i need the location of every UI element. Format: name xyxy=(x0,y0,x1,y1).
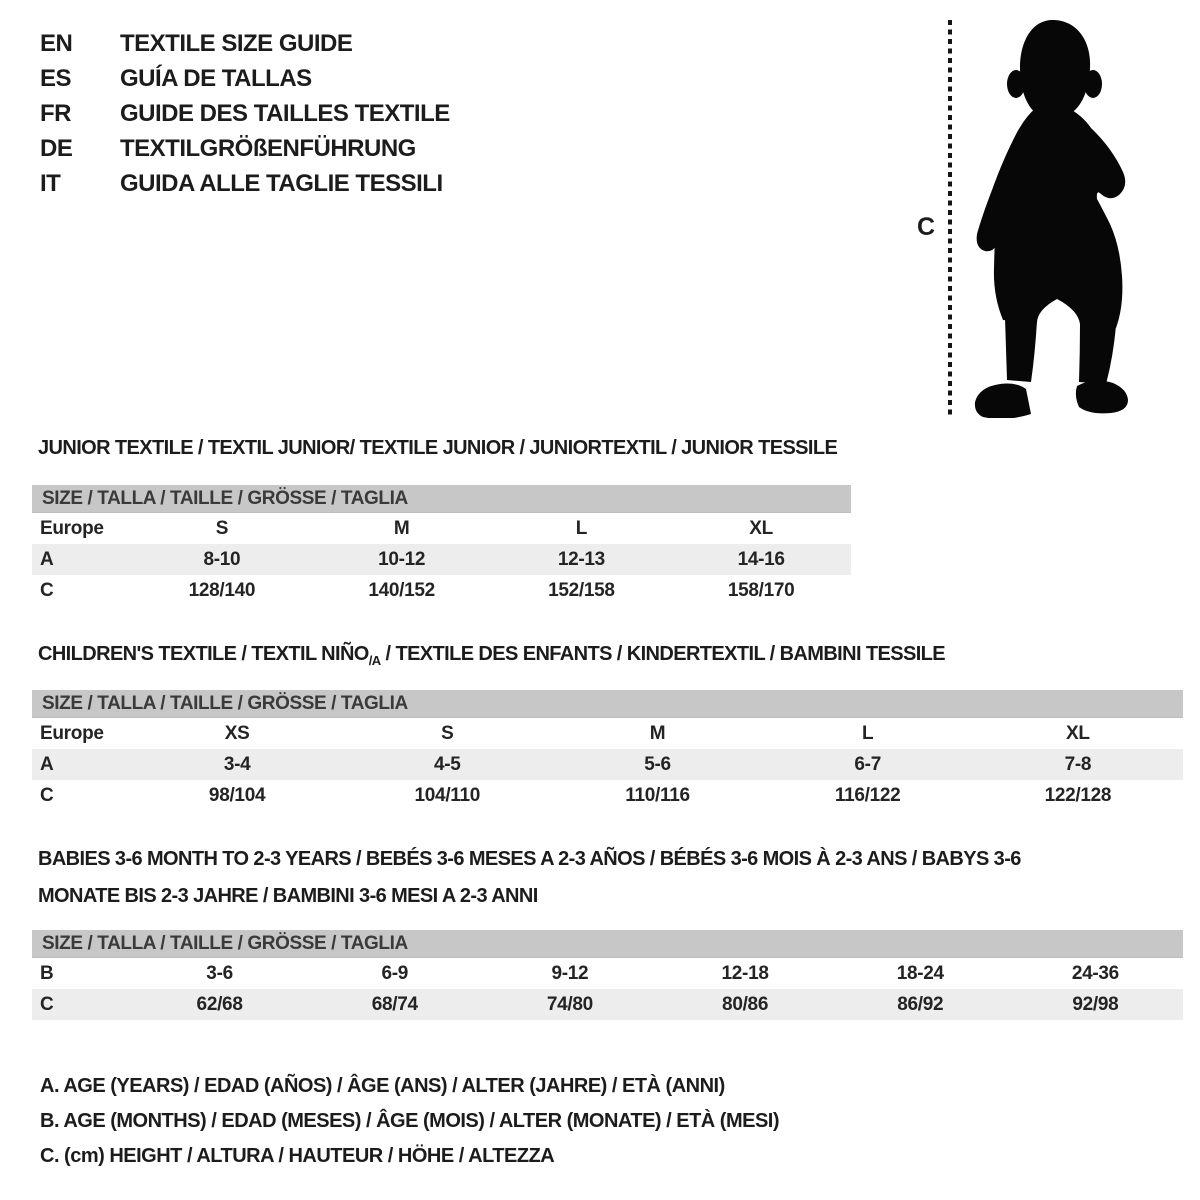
language-code: IT xyxy=(40,169,61,197)
height-value: 86/92 xyxy=(897,993,944,1015)
height-value: 92/98 xyxy=(1072,993,1119,1015)
guide-title: TEXTILE SIZE GUIDE xyxy=(120,29,353,57)
table-row xyxy=(32,718,1183,749)
size-header-bar: SIZE / TALLA / TAILLE / GRÖSSE / TAGLIA xyxy=(32,930,1183,958)
guide-title: GUIDE DES TAILLES TEXTILE xyxy=(120,99,450,127)
junior-size-table xyxy=(32,485,851,606)
size-value: S xyxy=(215,517,229,539)
age-value: 7-8 xyxy=(1064,753,1092,775)
age-months-value: 12-18 xyxy=(721,962,769,984)
table-row xyxy=(32,575,851,606)
height-value: 98/104 xyxy=(208,784,266,806)
height-measure-label: C xyxy=(917,213,936,241)
row-label: B xyxy=(40,962,54,984)
age-value: 8-10 xyxy=(203,548,241,570)
row-label: C xyxy=(40,579,54,601)
language-row xyxy=(40,131,450,166)
guide-title: TEXTILGRÖßENFÜHRUNG xyxy=(120,134,416,162)
height-value: 80/86 xyxy=(722,993,769,1015)
junior-section-heading: JUNIOR TEXTILE / TEXTIL JUNIOR/ TEXTILE JUNIOR / JUNIORTEXTIL / JUNIOR TESSILE xyxy=(38,437,838,459)
table-row xyxy=(32,749,1183,780)
age-months-value: 24-36 xyxy=(1071,962,1119,984)
height-value: 152/158 xyxy=(548,579,615,601)
size-value: M xyxy=(393,517,410,539)
size-value: XL xyxy=(749,517,773,539)
size-header-bar: SIZE / TALLA / TAILLE / GRÖSSE / TAGLIA xyxy=(32,690,1183,718)
height-value: 128/140 xyxy=(188,579,256,601)
age-value: 12-13 xyxy=(557,548,605,570)
legend-line-b: B. AGE (MONTHS) / EDAD (MESES) / ÂGE (MOIS) / ALTER (MONATE) / ETÀ (MESI) xyxy=(40,1110,780,1132)
age-months-value: 6-9 xyxy=(381,962,409,984)
babies-size-table xyxy=(32,930,1183,1020)
row-label: A xyxy=(40,753,54,775)
language-row xyxy=(40,166,450,201)
age-months-value: 3-6 xyxy=(206,962,233,984)
height-value: 74/80 xyxy=(546,993,593,1015)
height-value: 116/122 xyxy=(834,784,901,806)
language-code: DE xyxy=(40,134,73,162)
height-value: 62/68 xyxy=(196,993,243,1015)
children-heading-text: / TEXTILE DES ENFANTS / KINDERTEXTIL / BAMBINI TESSILE xyxy=(380,643,946,665)
children-size-table xyxy=(32,690,1183,811)
height-value: 110/116 xyxy=(625,784,690,806)
table-row xyxy=(32,958,1183,989)
language-code: EN xyxy=(40,29,73,57)
age-months-value: 9-12 xyxy=(551,962,589,984)
size-value: L xyxy=(575,517,588,539)
language-code: FR xyxy=(40,99,71,127)
language-title-list xyxy=(40,26,450,201)
language-row xyxy=(40,61,450,96)
legend-line-a: A. AGE (YEARS) / EDAD (AÑOS) / ÂGE (ANS) / ALTER (JAHRE) / ETÀ (ANNI) xyxy=(40,1075,725,1097)
children-heading-subscript: /A xyxy=(368,653,381,668)
babies-section-heading: BABIES 3-6 MONTH TO 2-3 YEARS / BEBÉS 3-6 MESES A 2-3 AÑOS / BÉBÉS 3-6 MOIS À 2-3 ANS / BABYS 3-6 MONATE BIS 2-3 JAHRE / BAMBINI 3-6 MESI A 2-3 ANNI xyxy=(38,848,1021,907)
height-value: 140/152 xyxy=(368,579,435,601)
height-value: 122/128 xyxy=(1044,784,1112,806)
row-label: C xyxy=(40,993,54,1015)
size-header-bar: SIZE / TALLA / TAILLE / GRÖSSE / TAGLIA xyxy=(32,485,851,513)
children-section-heading xyxy=(38,643,945,668)
size-value: L xyxy=(862,722,874,744)
height-value: 68/74 xyxy=(371,993,418,1015)
age-value: 6-7 xyxy=(854,753,881,775)
toddler-silhouette-icon xyxy=(966,18,1134,418)
table-row xyxy=(32,989,1183,1020)
age-value: 14-16 xyxy=(737,548,785,570)
size-value: M xyxy=(649,722,666,744)
guide-title: GUIDA ALLE TAGLIE TESSILI xyxy=(120,169,443,197)
row-label: Europe xyxy=(40,722,104,744)
language-code: ES xyxy=(40,64,72,92)
table-row xyxy=(32,544,851,575)
language-row xyxy=(40,96,450,131)
children-heading-text: CHILDREN'S TEXTILE / TEXTIL NIÑO xyxy=(38,643,369,665)
table-row xyxy=(32,513,851,544)
row-label: C xyxy=(40,784,54,806)
age-value: 5-6 xyxy=(644,753,671,775)
age-value: 10-12 xyxy=(378,548,426,570)
height-measure-dashed-line xyxy=(948,20,952,415)
size-value: XS xyxy=(224,722,250,744)
size-value: XL xyxy=(1066,722,1090,744)
age-months-value: 18-24 xyxy=(896,962,944,984)
measure-legend xyxy=(40,1069,779,1174)
row-label: Europe xyxy=(40,517,104,539)
height-value: 104/110 xyxy=(414,784,481,806)
guide-title: GUÍA DE TALLAS xyxy=(120,64,312,92)
legend-line-c: C. (cm) HEIGHT / ALTURA / HAUTEUR / HÖHE / ALTEZZA xyxy=(40,1145,555,1167)
row-label: A xyxy=(40,548,54,570)
height-value: 158/170 xyxy=(727,579,795,601)
table-row xyxy=(32,780,1183,811)
age-value: 3-4 xyxy=(223,753,251,775)
age-value: 4-5 xyxy=(434,753,461,775)
size-value: S xyxy=(441,722,454,744)
language-row xyxy=(40,26,450,61)
